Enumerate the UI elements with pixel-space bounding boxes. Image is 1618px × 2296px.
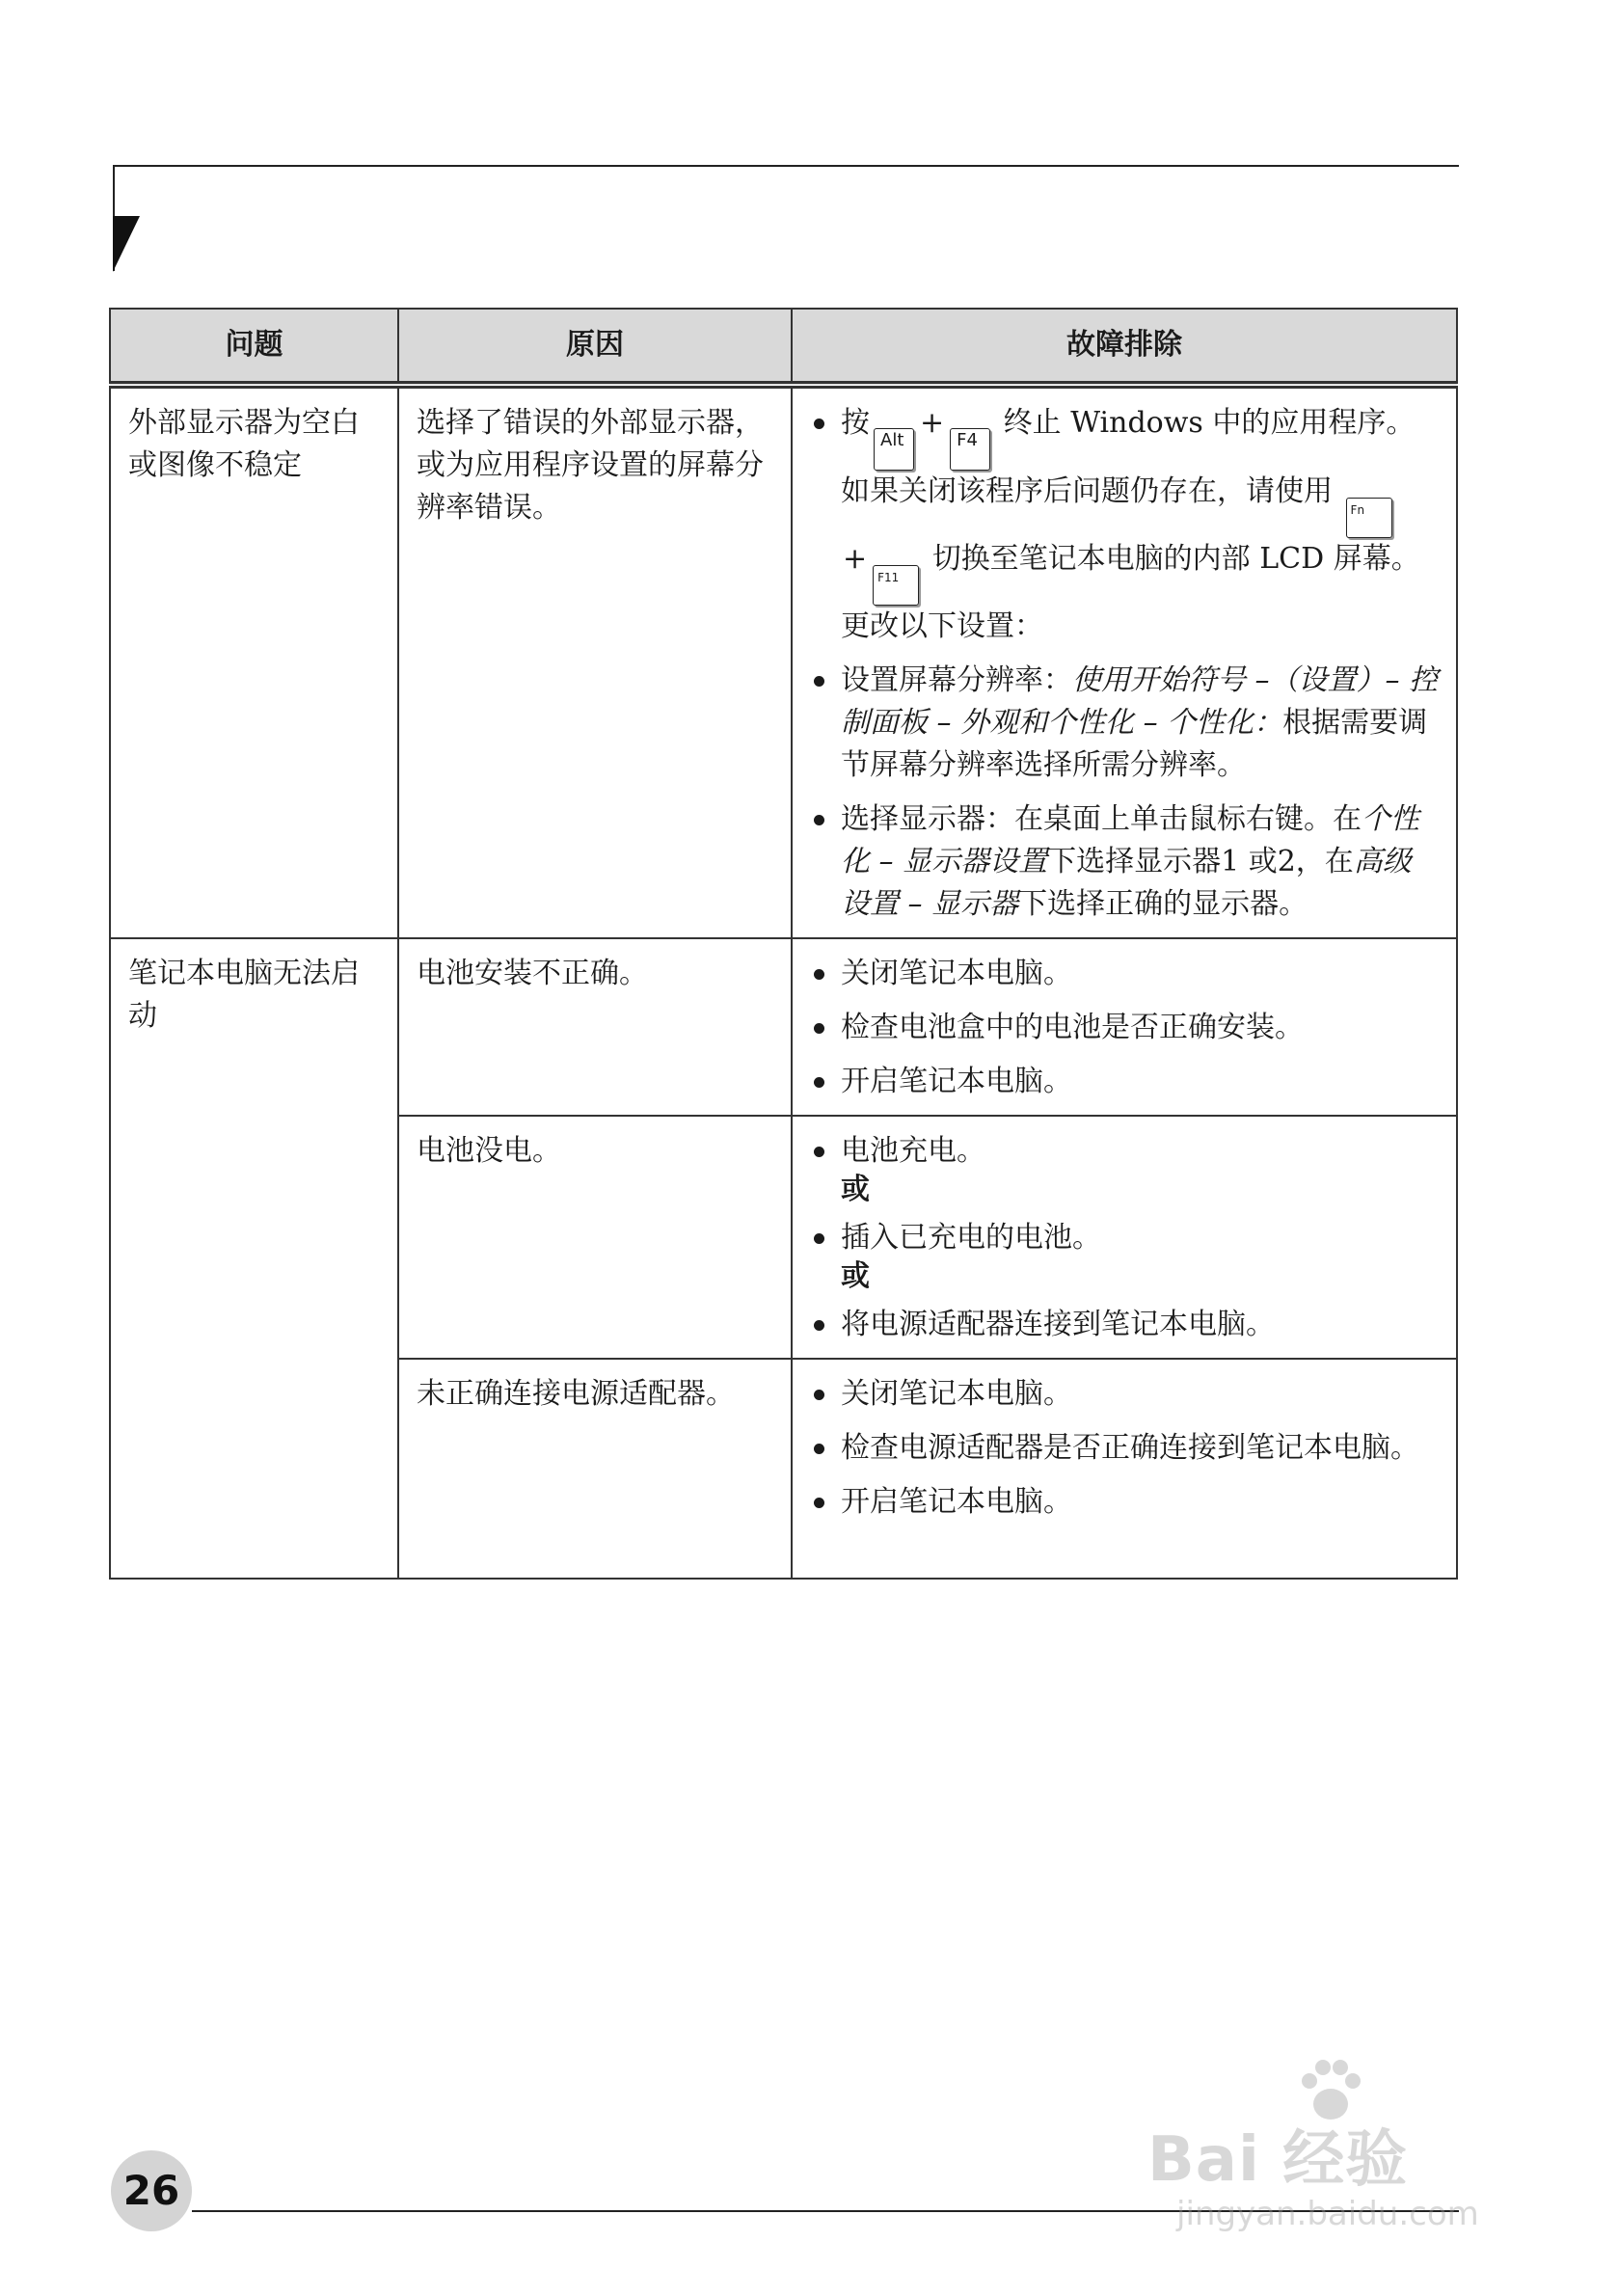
cause-cell: 电池没电。 — [398, 1116, 792, 1359]
fix-item: 设置屏幕分辨率：使用开始符号 –（设置）– 控制面板 – 外观和个性化 – 个性化：根据需要调节屏幕分辨率选择所需分辨率。 — [810, 660, 1439, 787]
fix-item: 将电源适配器连接到笔记本电脑。 — [810, 1304, 1439, 1346]
solution-cell — [792, 1116, 1457, 1359]
fix-item: 检查电池盒中的电池是否正确安装。 — [810, 1007, 1439, 1049]
fix-item: 插入已充电的电池。 — [810, 1217, 1439, 1259]
cause-cell: 未正确连接电源适配器。 — [398, 1359, 792, 1579]
f4-key-icon: F4 — [950, 428, 990, 471]
fix-item: 选择显示器：在桌面上单击鼠标右键。在个性化 – 显示器设置下选择显示器1 或2，在高级设置 – 显示器下选择正确的显示器。 — [810, 798, 1439, 926]
fix-item: 检查电源适配器是否正确连接到笔记本电脑。 — [810, 1427, 1439, 1470]
fix-item: 关闭笔记本电脑。 — [810, 953, 1439, 995]
cause-cell: 电池安装不正确。 — [398, 938, 792, 1116]
solution-cell — [792, 385, 1457, 938]
watermark-logo: Bai 经验 — [1147, 2124, 1409, 2196]
header-cause: 原因 — [398, 309, 792, 385]
header-top-rule — [113, 165, 1459, 167]
alt-key-icon: Alt — [874, 428, 914, 471]
watermark-url: jingyan.baidu.com — [1176, 2195, 1479, 2233]
header-problem: 问题 — [110, 309, 398, 385]
problem-cell: 笔记本电脑无法启动 — [110, 938, 398, 1579]
corner-triangle-mark — [113, 216, 140, 272]
header-solution: 故障排除 — [792, 309, 1457, 385]
page-number: 26 — [111, 2150, 192, 2231]
cause-cell: 选择了错误的外部显示器，或为应用程序设置的屏幕分辨率错误。 — [398, 385, 792, 938]
fix-item: 开启笔记本电脑。 — [810, 1061, 1439, 1103]
or-label: 或 — [841, 1259, 870, 1293]
fix-item: 电池充电。 — [810, 1130, 1439, 1173]
table-row — [110, 385, 1457, 938]
problem-cell: 外部显示器为空白或图像不稳定 — [110, 385, 398, 938]
table-header-row — [110, 309, 1457, 385]
fix-item: 按Alt+F4 终止 Windows 中的应用程序。如果关闭该程序后问题仍存在，请使用 Fn +F11 切换至笔记本电脑的内部 LCD 屏幕。更改以下设置： — [810, 402, 1439, 648]
table-row — [110, 938, 1457, 1116]
fix-item: 开启笔记本电脑。 — [810, 1481, 1439, 1524]
f11-key-icon: F11 — [873, 565, 919, 606]
baidu-watermark — [1147, 2052, 1533, 2245]
fix-item: 关闭笔记本电脑。 — [810, 1373, 1439, 1416]
fn-key-icon: Fn — [1346, 498, 1392, 538]
or-label: 或 — [841, 1173, 870, 1206]
solution-cell — [792, 938, 1457, 1116]
troubleshooting-table — [109, 308, 1458, 1580]
solution-cell — [792, 1359, 1457, 1579]
